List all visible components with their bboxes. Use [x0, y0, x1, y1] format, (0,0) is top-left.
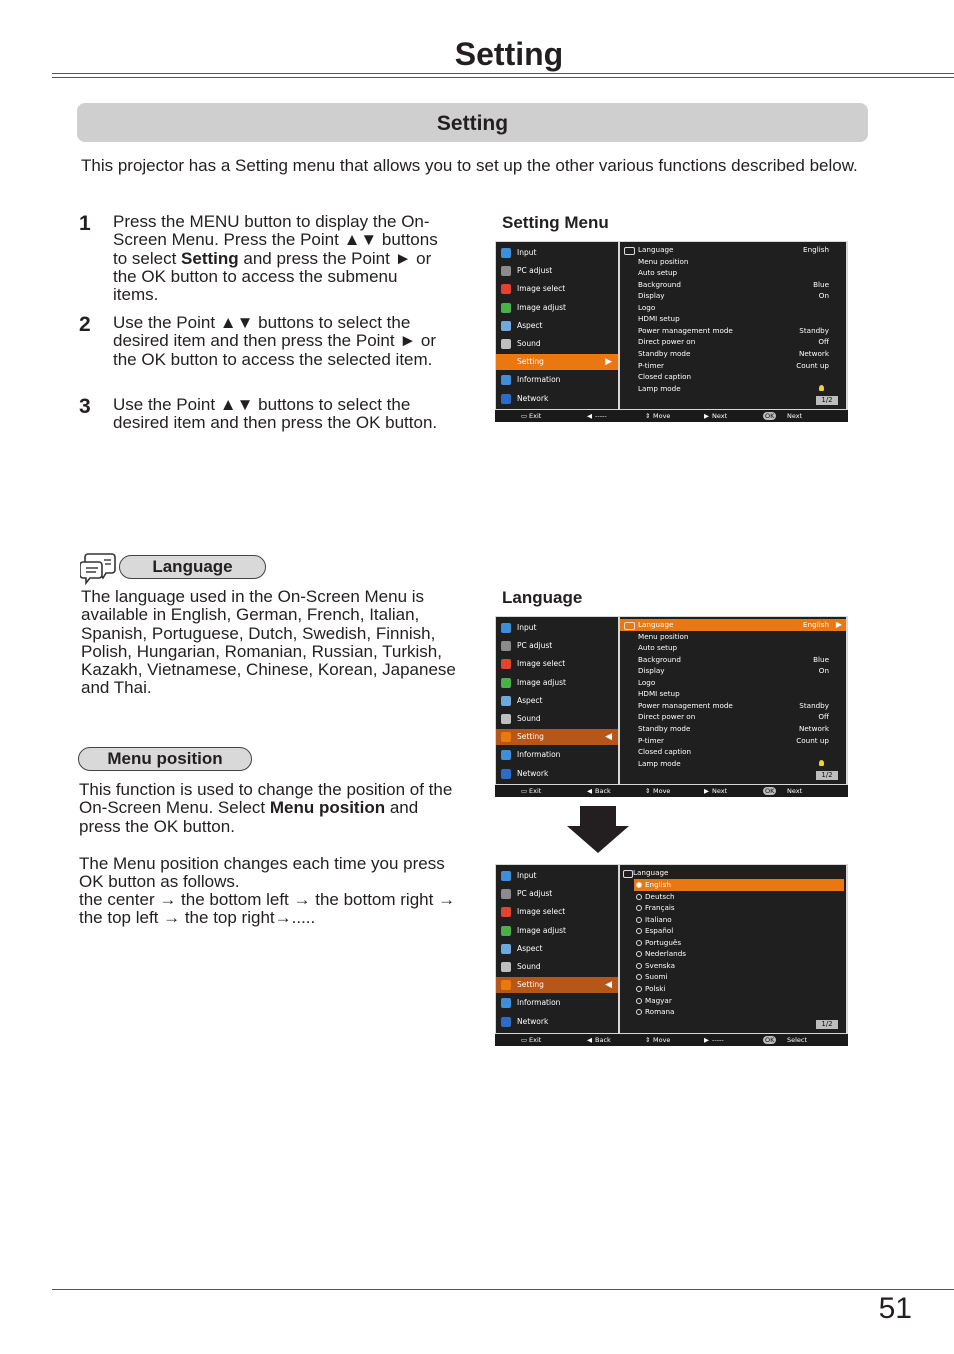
radio-icon [636, 940, 642, 946]
osd-guide-label: Next [787, 412, 803, 420]
osd-menu-item-icon [501, 623, 511, 633]
osd-language-option-label: Español [645, 926, 674, 936]
osd-menu-item[interactable] [496, 281, 618, 297]
osd-menu-item[interactable] [496, 638, 618, 654]
osd-menu-item[interactable] [496, 995, 618, 1011]
osd-menu-item[interactable] [496, 693, 618, 709]
arrow-left-icon: ◀ [605, 980, 612, 991]
osd-setting-label: Direct power on [638, 337, 696, 347]
osd-setting-label: Background [638, 654, 681, 664]
osd-setting-row[interactable] [620, 336, 846, 348]
osd-menu-item-icon [501, 1017, 511, 1027]
header-rule [52, 73, 954, 74]
osd-menu-item-label: Image adjust [517, 302, 566, 312]
osd-setting-value: Network [798, 348, 829, 358]
osd-setting-label: Logo [638, 677, 656, 687]
osd-guide-label: OK [765, 787, 775, 795]
osd-guide-label: Move [653, 787, 671, 795]
osd-submenu [620, 242, 846, 409]
osd-guide-label: Next [712, 412, 728, 420]
page-title: Setting [454, 36, 564, 72]
radio-icon [636, 998, 642, 1004]
osd-menu-item-icon [501, 303, 511, 313]
osd-menu-item[interactable] [496, 886, 618, 902]
osd-menu-item-icon [501, 750, 511, 760]
osd-setting-value: Count up [796, 735, 829, 745]
osd-setting-row[interactable] [620, 677, 846, 689]
osd-language-option-label: Français [645, 903, 675, 913]
step-number: 2 [79, 313, 91, 336]
page-indicator: 1/2 [816, 396, 838, 405]
osd-setting-value: On [818, 666, 829, 676]
osd-submenu [620, 865, 846, 1033]
radio-icon [636, 917, 642, 923]
osd-guide-label: Exit [529, 412, 542, 420]
osd-menu-item-label: Sound [517, 714, 541, 723]
osd-menu-item-icon [501, 696, 511, 706]
osd-menu-item[interactable] [496, 766, 618, 782]
step-text: Use the Point ▲▼ buttons to select the desired item and then press the Point ► or the OK button to access the selected item. [113, 313, 436, 369]
osd-menu-item-icon [501, 678, 511, 688]
osd-menu-item-icon [501, 732, 511, 742]
osd-setting-label: Auto setup [638, 268, 678, 278]
arrow-left-icon: ◀ [605, 732, 612, 743]
osd-setting-value: Network [798, 723, 829, 733]
radio-icon [636, 928, 642, 934]
osd-menu-item-label: Network [517, 393, 549, 403]
osd-menu-item[interactable] [496, 336, 618, 352]
osd-language-selected [495, 616, 848, 797]
osd-setting-label: Standby mode [638, 348, 691, 358]
osd-guide-label: OK [765, 412, 775, 420]
osd-menu-item-label: Information [517, 375, 561, 385]
radio-icon [636, 905, 642, 911]
osd-menu-item[interactable] [496, 977, 618, 993]
intro-text: This projector has a Setting menu that allows you to set up the other various functions described below. [81, 156, 858, 175]
osd-menu-item-icon [501, 375, 511, 385]
osd-menu-item[interactable] [496, 923, 618, 939]
footer-rule [52, 1289, 954, 1290]
osd-language-option[interactable] [634, 948, 844, 960]
osd-menu-item[interactable] [496, 354, 618, 370]
osd-menu-item-label: Sound [517, 962, 541, 971]
radio-icon [636, 894, 642, 900]
osd-setting-row[interactable] [620, 348, 846, 360]
osd-menu-item-label: Network [517, 768, 549, 778]
osd-setting-row[interactable] [620, 746, 846, 758]
osd-language-option-label: Suomi [645, 972, 668, 982]
osd-menu-item-label: Setting [517, 732, 544, 742]
step-text: Use the Point ▲▼ buttons to select the desired item and then press the OK button. [113, 395, 438, 433]
osd-setting-label: Language [638, 245, 674, 254]
osd-menu-item[interactable] [496, 391, 618, 407]
step-number: 1 [79, 212, 91, 235]
osd-language-option[interactable] [634, 971, 844, 983]
osd-setting-row[interactable] [620, 313, 846, 325]
arrow-right-icon: ▶ [835, 620, 842, 629]
osd-menu-item[interactable] [496, 620, 618, 636]
osd-language-option[interactable] [634, 925, 844, 937]
osd-setting-value: Standby [799, 325, 829, 335]
menu-position-description: This function is used to change the position of the On-Screen Menu. Select Menu position and press the OK button. [79, 780, 453, 836]
osd-guide-label: Select [787, 1036, 808, 1044]
osd-setting-row[interactable] [620, 654, 846, 666]
osd-setting-label: HDMI setup [638, 314, 680, 324]
step-text: Press the MENU button to display the On-Screen Menu. Press the Point ▲▼ buttons to select Setting and press the Point ► or the OK button to access the submenu items. [113, 212, 438, 305]
osd-menu-item-icon [501, 641, 511, 651]
osd-menu-item-icon [501, 998, 511, 1008]
osd-menu-item-icon [501, 714, 511, 724]
osd-setting-row[interactable] [620, 700, 846, 712]
osd-menu-item-label: Input [517, 623, 537, 632]
osd-main-menu [496, 865, 618, 1033]
osd-guide-label: Back [595, 787, 611, 795]
osd-menu-item[interactable] [496, 1014, 618, 1030]
osd-setting-label: Lamp mode [638, 758, 681, 768]
osd-setting-label: Logo [638, 302, 656, 312]
osd-guide-label: ----- [712, 1036, 724, 1044]
osd-language-option-label: Português [645, 937, 682, 947]
osd-language-option[interactable] [634, 995, 844, 1007]
osd-menu-item-icon [501, 926, 511, 936]
osd-menu-item[interactable] [496, 941, 618, 957]
osd-setting-row[interactable] [620, 631, 846, 643]
osd-menu-item-icon [501, 284, 511, 294]
language-icon [623, 870, 633, 878]
osd-menu-item-label: Image select [517, 659, 566, 669]
caption-language: Language [502, 588, 583, 607]
next-arrow-icon: ▶ [704, 412, 709, 420]
radio-icon [636, 882, 642, 888]
osd-menu-item[interactable] [496, 904, 618, 920]
osd-guide-bar [495, 410, 848, 422]
radio-icon [636, 963, 642, 969]
osd-menu-item-label: Network [517, 1016, 549, 1026]
osd-menu-item[interactable] [496, 372, 618, 388]
osd-menu-item-label: Image adjust [517, 925, 566, 935]
osd-setting-label: Language [638, 620, 674, 629]
osd-setting-menu [495, 241, 848, 422]
osd-setting-label: Closed caption [638, 372, 692, 382]
osd-menu-item[interactable] [496, 245, 618, 261]
language-label-pill: Language [119, 555, 266, 579]
osd-setting-label: Menu position [638, 631, 689, 641]
page-indicator: 1/2 [816, 771, 838, 780]
osd-menu-item[interactable] [496, 868, 618, 884]
osd-menu-item-label: PC adjust [517, 889, 553, 899]
osd-setting-row[interactable] [620, 619, 846, 631]
lamp-icon [819, 760, 824, 766]
osd-setting-value: Off [818, 712, 829, 722]
osd-menu-item-label: Sound [517, 339, 541, 348]
radio-icon [636, 986, 642, 992]
osd-setting-label: Display [638, 666, 665, 676]
back-arrow-icon: ◀ [587, 412, 592, 420]
osd-setting-row[interactable] [620, 758, 846, 770]
osd-menu-item-label: Aspect [517, 695, 543, 705]
caption-setting-menu: Setting Menu [502, 213, 609, 232]
osd-setting-row[interactable] [620, 665, 846, 677]
osd-menu-item-icon [501, 944, 511, 954]
language-icon [624, 622, 635, 630]
osd-submenu [620, 617, 846, 784]
osd-setting-label: Display [638, 291, 665, 301]
osd-menu-item[interactable] [496, 747, 618, 763]
language-description: The language used in the On-Screen Menu is available in English, German, French, Italian, Spanish, Portuguese, Dutch, Swedish, Finnish, Polish, Hungarian, Romanian, Russian, Turkish, Kazakh, Vietnamese, Chinese, Korean, Japanese and Thai. [81, 587, 456, 698]
radio-icon [636, 951, 642, 957]
osd-setting-row[interactable] [620, 267, 846, 279]
osd-menu-item-icon [501, 980, 511, 990]
osd-setting-label: Lamp mode [638, 383, 681, 393]
osd-setting-value: English [803, 245, 829, 254]
osd-setting-value: Blue [813, 654, 829, 664]
osd-setting-label: Closed caption [638, 747, 692, 757]
osd-setting-label: Power management mode [638, 700, 733, 710]
osd-language-option[interactable] [634, 879, 844, 891]
osd-guide-label: Move [653, 1036, 671, 1044]
osd-setting-row[interactable] [620, 360, 846, 372]
osd-language-option-label: English [645, 880, 671, 889]
osd-setting-value: Standby [799, 700, 829, 710]
osd-guide-label: OK [765, 1036, 775, 1044]
osd-guide-label: Back [595, 1036, 611, 1044]
down-arrow-icon [567, 806, 629, 854]
osd-language-option-label: Magyar [645, 995, 672, 1005]
osd-menu-item[interactable] [496, 656, 618, 672]
osd-menu-item-icon [501, 962, 511, 972]
section-title: Setting [436, 112, 509, 135]
osd-setting-value: Off [818, 337, 829, 347]
osd-menu-item-icon [501, 871, 511, 881]
osd-language-option[interactable] [634, 960, 844, 972]
back-arrow-icon: ◀ [587, 1036, 592, 1044]
lamp-icon [819, 385, 824, 391]
osd-menu-item-icon [501, 889, 511, 899]
osd-language-option-label: Italiano [645, 914, 672, 924]
osd-setting-row[interactable] [620, 302, 846, 314]
osd-menu-item-label: PC adjust [517, 266, 553, 276]
osd-menu-item-icon [501, 394, 511, 404]
page-indicator: 1/2 [816, 1020, 838, 1029]
osd-setting-label: Standby mode [638, 723, 691, 733]
osd-menu-item-icon [501, 321, 511, 331]
next-arrow-icon: ▶ [704, 787, 709, 795]
osd-setting-row[interactable] [620, 642, 846, 654]
osd-menu-item-label: Aspect [517, 943, 543, 953]
osd-setting-label: Background [638, 279, 681, 289]
osd-setting-row[interactable] [620, 290, 846, 302]
osd-menu-item-label: Image select [517, 907, 566, 917]
osd-menu-item[interactable] [496, 675, 618, 691]
language-icon [624, 247, 635, 255]
osd-language-option[interactable] [634, 937, 844, 949]
menu-position-cycle: the center → the bottom left → the bottom right → the top left → the top right→..... [79, 890, 456, 928]
osd-main-menu [496, 617, 618, 784]
osd-guide-bar [495, 785, 848, 797]
osd-setting-label: Menu position [638, 256, 689, 266]
osd-language-title [620, 867, 846, 879]
step-number: 3 [79, 395, 91, 418]
osd-guide-label: Exit [529, 787, 542, 795]
osd-menu-item[interactable] [496, 959, 618, 975]
osd-setting-label: Direct power on [638, 712, 696, 722]
osd-setting-row[interactable] [620, 325, 846, 337]
menu-chat-icon [80, 551, 118, 585]
osd-menu-item-label: PC adjust [517, 641, 553, 651]
osd-setting-label: Power management mode [638, 325, 733, 335]
menu-button-icon: ▭ [521, 787, 528, 795]
osd-setting-row[interactable] [620, 735, 846, 747]
osd-setting-label: P-timer [638, 735, 664, 745]
osd-setting-label: HDMI setup [638, 689, 680, 699]
osd-setting-row[interactable] [620, 244, 846, 256]
osd-language-option[interactable] [634, 1006, 844, 1018]
osd-language-option-label: Nederlands [645, 949, 687, 959]
osd-language-option-label: Romana [645, 1007, 675, 1017]
osd-guide-bar [495, 1034, 848, 1046]
osd-language-option-label: Polski [645, 983, 666, 993]
osd-setting-value: Blue [813, 279, 829, 289]
osd-language-option[interactable] [634, 891, 844, 903]
osd-setting-value: English [803, 620, 829, 629]
radio-icon [636, 1009, 642, 1015]
osd-menu-item-icon [501, 769, 511, 779]
page-number: 51 [878, 1292, 912, 1325]
arrow-right-icon: ▶ [605, 357, 612, 368]
osd-menu-item[interactable] [496, 263, 618, 279]
back-arrow-icon: ◀ [587, 787, 592, 795]
osd-guide-label: ----- [595, 412, 607, 420]
move-icon: ⇕ [645, 1036, 651, 1044]
osd-language-option-label: Deutsch [645, 891, 675, 901]
osd-setting-row[interactable] [620, 383, 846, 395]
osd-language-title-label: Language [633, 868, 669, 877]
osd-menu-item-label: Setting [517, 357, 544, 367]
osd-menu-item-label: Aspect [517, 320, 543, 330]
osd-menu-item-label: Input [517, 248, 537, 257]
osd-menu-item-label: Image select [517, 284, 566, 294]
osd-guide-label: Next [787, 787, 803, 795]
osd-menu-item[interactable] [496, 318, 618, 334]
osd-menu-item-label: Input [517, 871, 537, 880]
osd-guide-label: Next [712, 787, 728, 795]
osd-menu-item-icon [501, 248, 511, 258]
osd-menu-item-icon [501, 907, 511, 917]
osd-menu-item-label: Information [517, 750, 561, 760]
osd-setting-row[interactable] [620, 723, 846, 735]
osd-setting-value: On [818, 291, 829, 301]
osd-menu-item-icon [501, 357, 511, 367]
osd-menu-item-icon [501, 339, 511, 349]
osd-setting-value: Count up [796, 360, 829, 370]
menu-position-cycle-intro: The Menu position changes each time you press OK button as follows. [79, 854, 445, 892]
osd-menu-item[interactable] [496, 711, 618, 727]
menu-button-icon: ▭ [521, 1036, 528, 1044]
osd-language-option-label: Svenska [645, 960, 675, 970]
osd-language-list [495, 864, 848, 1046]
osd-menu-item-icon [501, 266, 511, 276]
osd-setting-row[interactable] [620, 256, 846, 268]
next-arrow-icon: ▶ [704, 1036, 709, 1044]
radio-icon [636, 974, 642, 980]
osd-menu-item[interactable] [496, 300, 618, 316]
menu-position-label-pill: Menu position [78, 747, 252, 771]
osd-language-option[interactable] [634, 914, 844, 926]
osd-setting-row[interactable] [620, 688, 846, 700]
osd-menu-item-label: Image adjust [517, 677, 566, 687]
menu-button-icon: ▭ [521, 412, 528, 420]
header-rule-secondary [52, 77, 954, 78]
osd-menu-item[interactable] [496, 729, 618, 745]
osd-guide-label: Exit [529, 1036, 542, 1044]
move-icon: ⇕ [645, 787, 651, 795]
osd-setting-label: P-timer [638, 360, 664, 370]
osd-setting-label: Auto setup [638, 643, 678, 653]
osd-language-option[interactable] [634, 902, 844, 914]
osd-setting-row[interactable] [620, 279, 846, 291]
osd-language-option[interactable] [634, 983, 844, 995]
osd-setting-row[interactable] [620, 371, 846, 383]
move-icon: ⇕ [645, 412, 651, 420]
osd-setting-row[interactable] [620, 711, 846, 723]
osd-guide-label: Move [653, 412, 671, 420]
osd-menu-item-label: Setting [517, 980, 544, 990]
osd-menu-item-icon [501, 659, 511, 669]
osd-menu-item-label: Information [517, 998, 561, 1008]
osd-main-menu [496, 242, 618, 409]
